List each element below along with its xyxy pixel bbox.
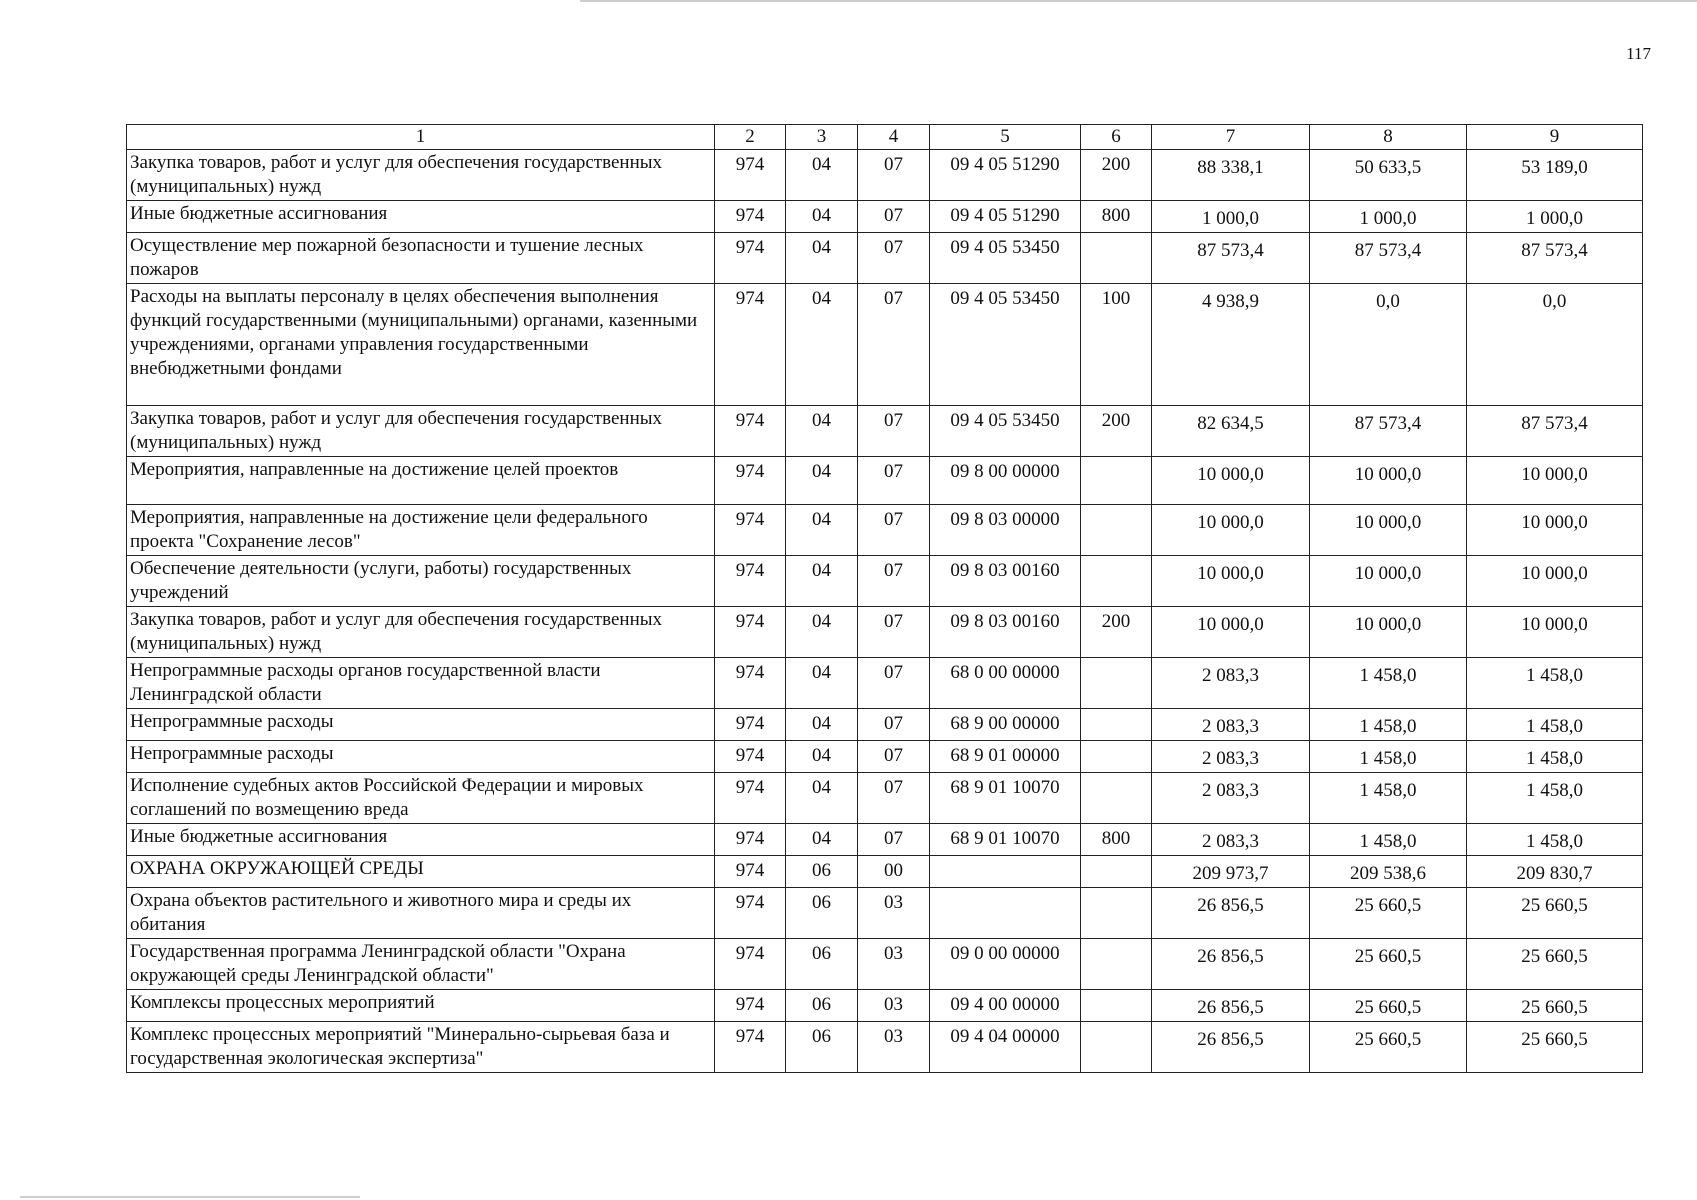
table-row	[127, 856, 1643, 888]
cell-ved: 974	[715, 505, 786, 556]
cell-name: Иные бюджетные ассигнования	[127, 201, 715, 233]
cell-name: Обеспечение деятельности (услуги, работы) государственных учреждений	[127, 556, 715, 607]
table-row	[127, 939, 1643, 990]
cell-sum-col8: 10 000,0	[1310, 607, 1467, 658]
cell-sum-col8: 1 458,0	[1310, 709, 1467, 741]
cell-sum-col8: 87 573,4	[1310, 233, 1467, 284]
cell-sum-col9: 1 458,0	[1467, 824, 1643, 856]
cell-sum-col7: 2 083,3	[1152, 741, 1310, 773]
cell-ved: 974	[715, 658, 786, 709]
cell-ved: 974	[715, 556, 786, 607]
cell-sum-col9: 1 458,0	[1467, 709, 1643, 741]
cell-ved: 974	[715, 201, 786, 233]
table-row	[127, 284, 1643, 406]
cell-razdel: 06	[786, 939, 858, 990]
table-row	[127, 457, 1643, 505]
cell-podrazdel: 07	[858, 607, 930, 658]
cell-sum-col7: 87 573,4	[1152, 233, 1310, 284]
cell-sum-col9: 53 189,0	[1467, 150, 1643, 201]
cell-sum-col9: 0,0	[1467, 284, 1643, 406]
cell-sum-col7: 88 338,1	[1152, 150, 1310, 201]
cell-vr	[1081, 505, 1152, 556]
cell-name: Мероприятия, направленные на достижение цели федерального проекта "Сохранение лесов"	[127, 505, 715, 556]
cell-podrazdel: 03	[858, 1022, 930, 1073]
cell-razdel: 06	[786, 990, 858, 1022]
cell-sum-col8: 10 000,0	[1310, 457, 1467, 505]
cell-sum-col7: 4 938,9	[1152, 284, 1310, 406]
cell-sum-col7: 26 856,5	[1152, 939, 1310, 990]
cell-ved: 974	[715, 284, 786, 406]
cell-razdel: 04	[786, 233, 858, 284]
table-row	[127, 990, 1643, 1022]
cell-sum-col8: 1 458,0	[1310, 773, 1467, 824]
cell-name: Комплекс процессных мероприятий "Минерально-сырьевая база и государственная экологическая экспертиза"	[127, 1022, 715, 1073]
cell-name: Закупка товаров, работ и услуг для обеспечения государственных (муниципальных) нужд	[127, 406, 715, 457]
table-row	[127, 505, 1643, 556]
cell-ved: 974	[715, 939, 786, 990]
cell-ved: 974	[715, 233, 786, 284]
cell-sum-col7: 209 973,7	[1152, 856, 1310, 888]
cell-podrazdel: 07	[858, 201, 930, 233]
cell-ved: 974	[715, 457, 786, 505]
cell-sum-col8: 25 660,5	[1310, 990, 1467, 1022]
cell-podrazdel: 07	[858, 556, 930, 607]
budget-table	[126, 124, 1643, 1073]
cell-csr	[930, 888, 1081, 939]
cell-sum-col9: 1 000,0	[1467, 201, 1643, 233]
cell-name: Расходы на выплаты персоналу в целях обеспечения выполнения функций государственными (муниципальными) органами, казенными учреждениями, органами управления государственными внебюджетными фондами	[127, 284, 715, 406]
cell-sum-col8: 1 000,0	[1310, 201, 1467, 233]
cell-csr: 09 8 03 00000	[930, 505, 1081, 556]
cell-razdel: 04	[786, 709, 858, 741]
table-row	[127, 709, 1643, 741]
cell-vr	[1081, 233, 1152, 284]
cell-sum-col8: 1 458,0	[1310, 741, 1467, 773]
table-row	[127, 741, 1643, 773]
cell-sum-col8: 209 538,6	[1310, 856, 1467, 888]
cell-sum-col9: 1 458,0	[1467, 773, 1643, 824]
cell-ved: 974	[715, 888, 786, 939]
header-cell: 9	[1467, 125, 1643, 150]
cell-sum-col8: 10 000,0	[1310, 505, 1467, 556]
cell-podrazdel: 07	[858, 457, 930, 505]
cell-csr	[930, 856, 1081, 888]
cell-name: ОХРАНА ОКРУЖАЮЩЕЙ СРЕДЫ	[127, 856, 715, 888]
cell-sum-col7: 10 000,0	[1152, 556, 1310, 607]
cell-sum-col7: 10 000,0	[1152, 607, 1310, 658]
cell-sum-col8: 25 660,5	[1310, 888, 1467, 939]
cell-ved: 974	[715, 709, 786, 741]
cell-podrazdel: 07	[858, 773, 930, 824]
cell-sum-col8: 1 458,0	[1310, 824, 1467, 856]
cell-csr: 68 9 01 10070	[930, 773, 1081, 824]
cell-csr: 09 4 04 00000	[930, 1022, 1081, 1073]
cell-vr	[1081, 556, 1152, 607]
cell-csr: 09 4 05 51290	[930, 201, 1081, 233]
cell-podrazdel: 07	[858, 284, 930, 406]
cell-csr: 68 0 00 00000	[930, 658, 1081, 709]
cell-sum-col9: 25 660,5	[1467, 990, 1643, 1022]
cell-vr	[1081, 709, 1152, 741]
cell-razdel: 04	[786, 556, 858, 607]
table-row	[127, 150, 1643, 201]
header-cell: 3	[786, 125, 858, 150]
cell-csr: 09 4 05 53450	[930, 284, 1081, 406]
scan-edge-bottom	[20, 1196, 360, 1198]
cell-razdel: 04	[786, 201, 858, 233]
table-row	[127, 556, 1643, 607]
cell-razdel: 04	[786, 284, 858, 406]
cell-name: Непрограммные расходы	[127, 741, 715, 773]
cell-csr: 09 8 00 00000	[930, 457, 1081, 505]
cell-razdel: 04	[786, 773, 858, 824]
cell-podrazdel: 03	[858, 888, 930, 939]
cell-name: Непрограммные расходы органов государственной власти Ленинградской области	[127, 658, 715, 709]
cell-sum-col9: 10 000,0	[1467, 505, 1643, 556]
cell-razdel: 04	[786, 505, 858, 556]
cell-csr: 09 0 00 00000	[930, 939, 1081, 990]
cell-razdel: 04	[786, 607, 858, 658]
table-row	[127, 1022, 1643, 1073]
cell-podrazdel: 00	[858, 856, 930, 888]
cell-sum-col8: 87 573,4	[1310, 406, 1467, 457]
cell-ved: 974	[715, 607, 786, 658]
cell-podrazdel: 03	[858, 939, 930, 990]
cell-razdel: 04	[786, 658, 858, 709]
cell-name: Непрограммные расходы	[127, 709, 715, 741]
cell-csr: 68 9 01 00000	[930, 741, 1081, 773]
cell-sum-col8: 10 000,0	[1310, 556, 1467, 607]
table-row	[127, 773, 1643, 824]
cell-podrazdel: 03	[858, 990, 930, 1022]
cell-sum-col7: 2 083,3	[1152, 709, 1310, 741]
cell-ved: 974	[715, 741, 786, 773]
cell-sum-col9: 25 660,5	[1467, 888, 1643, 939]
cell-ved: 974	[715, 406, 786, 457]
cell-razdel: 04	[786, 457, 858, 505]
cell-sum-col7: 26 856,5	[1152, 1022, 1310, 1073]
table-body	[127, 150, 1643, 1073]
cell-ved: 974	[715, 990, 786, 1022]
table-row	[127, 824, 1643, 856]
cell-vr	[1081, 856, 1152, 888]
cell-name: Иные бюджетные ассигнования	[127, 824, 715, 856]
cell-csr: 68 9 00 00000	[930, 709, 1081, 741]
cell-vr	[1081, 939, 1152, 990]
cell-sum-col8: 1 458,0	[1310, 658, 1467, 709]
cell-razdel: 04	[786, 150, 858, 201]
page-number: 117	[1626, 44, 1651, 63]
cell-csr: 09 4 00 00000	[930, 990, 1081, 1022]
table-row	[127, 888, 1643, 939]
cell-sum-col8: 50 633,5	[1310, 150, 1467, 201]
header-cell: 7	[1152, 125, 1310, 150]
cell-csr: 09 8 03 00160	[930, 607, 1081, 658]
cell-sum-col7: 26 856,5	[1152, 888, 1310, 939]
cell-vr	[1081, 457, 1152, 505]
header-cell: 4	[858, 125, 930, 150]
cell-sum-col9: 209 830,7	[1467, 856, 1643, 888]
cell-vr	[1081, 773, 1152, 824]
cell-sum-col8: 25 660,5	[1310, 939, 1467, 990]
cell-sum-col9: 10 000,0	[1467, 607, 1643, 658]
header-cell: 5	[930, 125, 1081, 150]
table-row	[127, 406, 1643, 457]
cell-name: Закупка товаров, работ и услуг для обеспечения государственных (муниципальных) нужд	[127, 150, 715, 201]
cell-sum-col9: 1 458,0	[1467, 658, 1643, 709]
cell-csr: 09 4 05 53450	[930, 406, 1081, 457]
cell-sum-col7: 10 000,0	[1152, 457, 1310, 505]
cell-sum-col7: 2 083,3	[1152, 773, 1310, 824]
cell-name: Государственная программа Ленинградской области "Охрана окружающей среды Ленинградской области"	[127, 939, 715, 990]
cell-name: Охрана объектов растительного и животного мира и среды их обитания	[127, 888, 715, 939]
cell-razdel: 06	[786, 888, 858, 939]
table-row	[127, 201, 1643, 233]
cell-vr	[1081, 741, 1152, 773]
cell-ved: 974	[715, 150, 786, 201]
cell-ved: 974	[715, 773, 786, 824]
cell-vr	[1081, 1022, 1152, 1073]
cell-sum-col9: 10 000,0	[1467, 556, 1643, 607]
cell-podrazdel: 07	[858, 658, 930, 709]
cell-csr: 68 9 01 10070	[930, 824, 1081, 856]
cell-vr: 100	[1081, 284, 1152, 406]
header-cell: 6	[1081, 125, 1152, 150]
cell-name: Мероприятия, направленные на достижение целей проектов	[127, 457, 715, 505]
cell-sum-col9: 87 573,4	[1467, 233, 1643, 284]
cell-podrazdel: 07	[858, 150, 930, 201]
cell-ved: 974	[715, 856, 786, 888]
cell-csr: 09 4 05 53450	[930, 233, 1081, 284]
header-row	[127, 125, 1643, 150]
cell-sum-col7: 2 083,3	[1152, 658, 1310, 709]
cell-vr: 200	[1081, 406, 1152, 457]
cell-csr: 09 8 03 00160	[930, 556, 1081, 607]
cell-vr: 200	[1081, 150, 1152, 201]
cell-razdel: 04	[786, 824, 858, 856]
cell-sum-col9: 10 000,0	[1467, 457, 1643, 505]
scan-edge-top	[580, 0, 1697, 2]
cell-vr	[1081, 990, 1152, 1022]
cell-sum-col7: 1 000,0	[1152, 201, 1310, 233]
cell-sum-col9: 25 660,5	[1467, 939, 1643, 990]
cell-podrazdel: 07	[858, 233, 930, 284]
cell-csr: 09 4 05 51290	[930, 150, 1081, 201]
cell-sum-col8: 0,0	[1310, 284, 1467, 406]
cell-ved: 974	[715, 824, 786, 856]
cell-sum-col7: 26 856,5	[1152, 990, 1310, 1022]
cell-name: Осуществление мер пожарной безопасности и тушение лесных пожаров	[127, 233, 715, 284]
cell-podrazdel: 07	[858, 741, 930, 773]
cell-name: Закупка товаров, работ и услуг для обеспечения государственных (муниципальных) нужд	[127, 607, 715, 658]
cell-name: Исполнение судебных актов Российской Федерации и мировых соглашений по возмещению вреда	[127, 773, 715, 824]
cell-sum-col8: 25 660,5	[1310, 1022, 1467, 1073]
cell-vr: 800	[1081, 201, 1152, 233]
cell-sum-col7: 82 634,5	[1152, 406, 1310, 457]
cell-vr: 800	[1081, 824, 1152, 856]
cell-razdel: 06	[786, 1022, 858, 1073]
cell-podrazdel: 07	[858, 824, 930, 856]
header-cell: 8	[1310, 125, 1467, 150]
cell-name: Комплексы процессных мероприятий	[127, 990, 715, 1022]
header-cell: 1	[127, 125, 715, 150]
cell-sum-col7: 2 083,3	[1152, 824, 1310, 856]
cell-razdel: 06	[786, 856, 858, 888]
table-row	[127, 658, 1643, 709]
cell-sum-col9: 87 573,4	[1467, 406, 1643, 457]
cell-vr	[1081, 658, 1152, 709]
table-row	[127, 233, 1643, 284]
cell-razdel: 04	[786, 741, 858, 773]
cell-vr: 200	[1081, 607, 1152, 658]
cell-podrazdel: 07	[858, 709, 930, 741]
cell-sum-col9: 1 458,0	[1467, 741, 1643, 773]
cell-sum-col7: 10 000,0	[1152, 505, 1310, 556]
cell-podrazdel: 07	[858, 406, 930, 457]
header-cell: 2	[715, 125, 786, 150]
cell-podrazdel: 07	[858, 505, 930, 556]
cell-ved: 974	[715, 1022, 786, 1073]
cell-vr	[1081, 888, 1152, 939]
cell-sum-col9: 25 660,5	[1467, 1022, 1643, 1073]
table-row	[127, 607, 1643, 658]
cell-razdel: 04	[786, 406, 858, 457]
